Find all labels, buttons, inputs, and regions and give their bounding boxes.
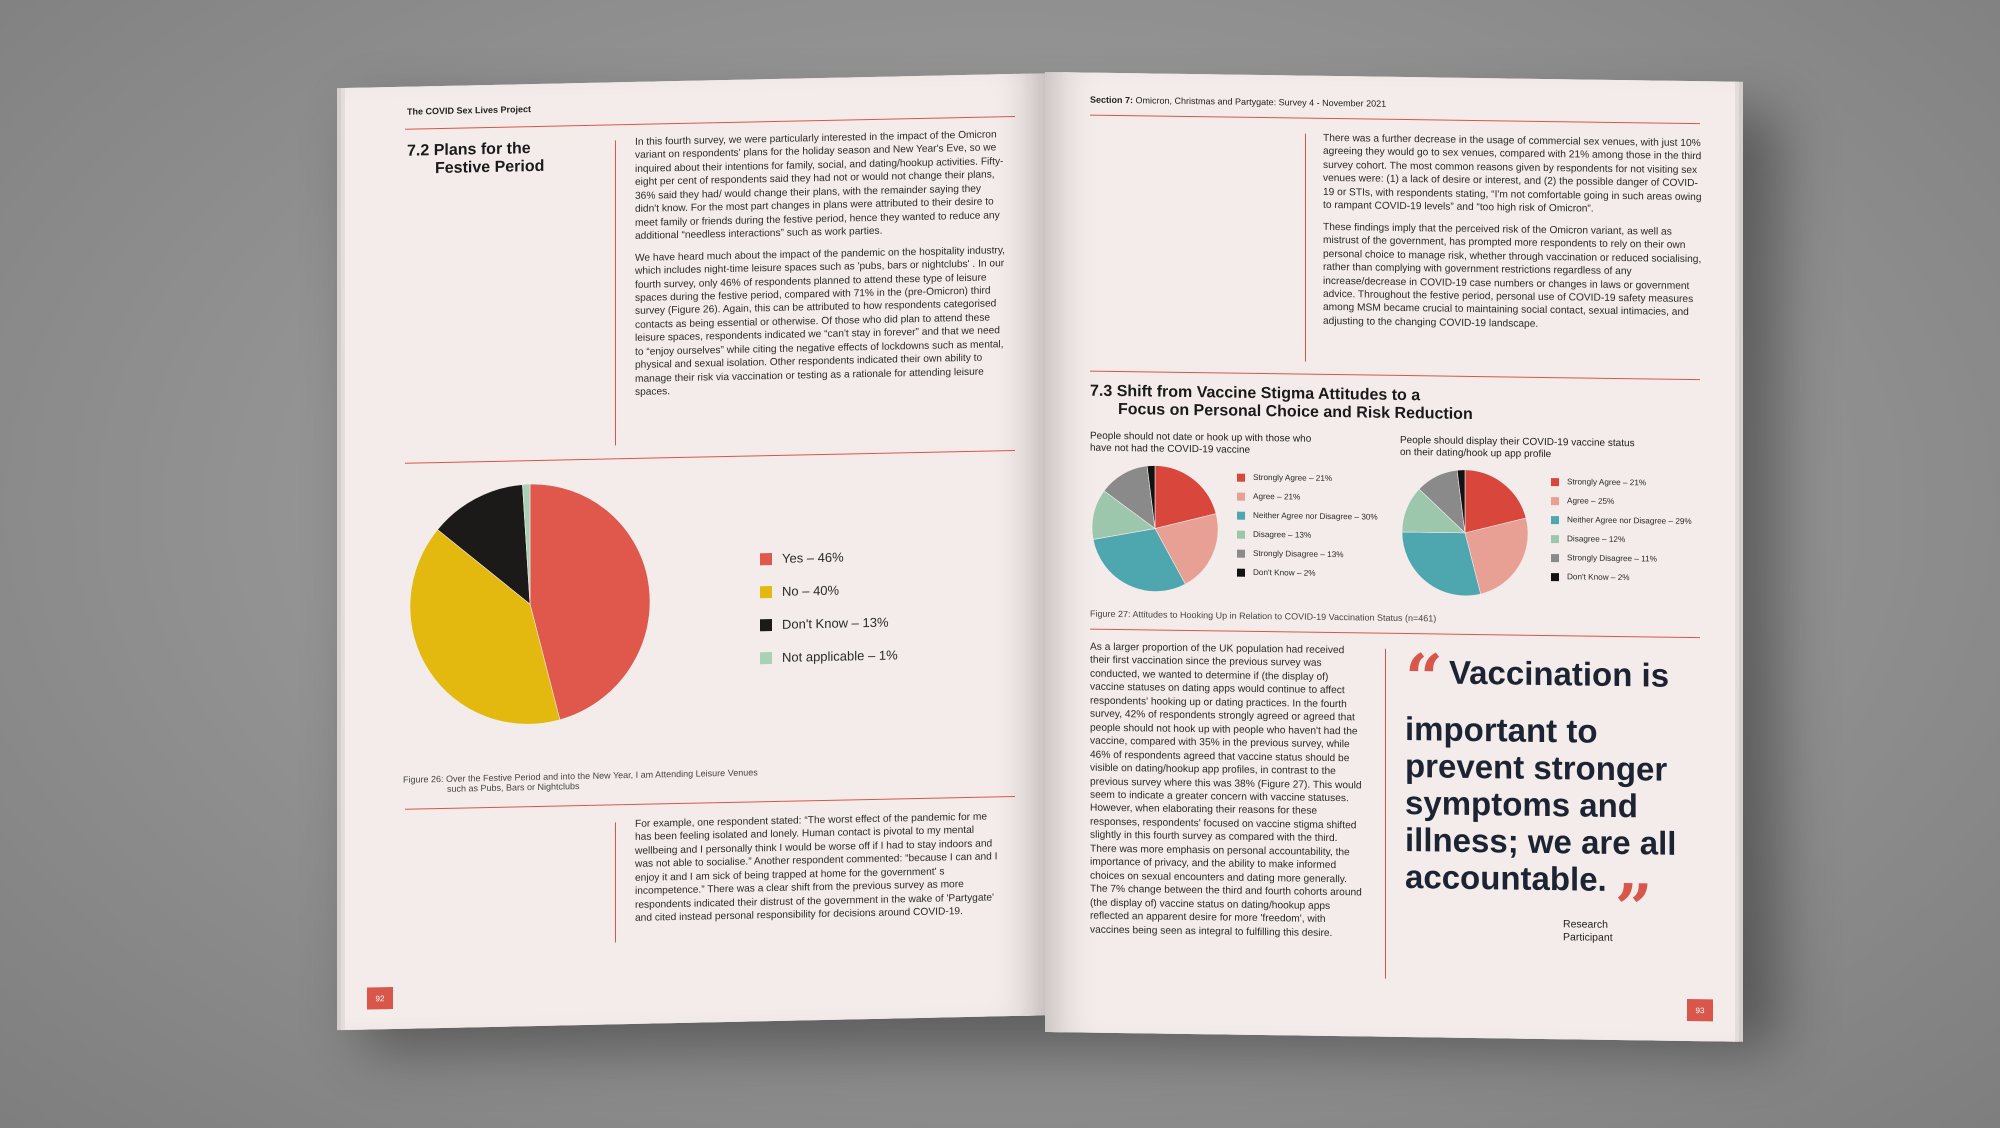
section-title-line2: Festive Period (435, 158, 545, 178)
figure26-caption (403, 767, 758, 794)
header-section: Section 7: (1090, 94, 1134, 106)
pieA-slices (1092, 465, 1218, 593)
legend-swatch (1551, 554, 1559, 562)
legend-swatch (1551, 573, 1559, 581)
legend-item (1551, 534, 1692, 545)
legend-label: Strongly Agree – 21% (1567, 477, 1647, 488)
running-header: The COVID Sex Lives Project (407, 104, 532, 117)
column-rule (615, 822, 616, 942)
legend-item (1237, 511, 1378, 522)
legend-swatch (1237, 473, 1245, 481)
legend-label: Don't Know – 13% (782, 614, 889, 632)
legend-swatch (1237, 492, 1245, 500)
legend-swatch (1237, 549, 1245, 557)
header-rule (1090, 115, 1700, 125)
running-header (1090, 95, 1386, 109)
left-page (345, 73, 1045, 1030)
legend-swatch (760, 586, 772, 598)
legend-label: Yes – 46% (782, 549, 844, 566)
chart-a-pie (1090, 463, 1220, 595)
bottom-text (1090, 641, 1365, 949)
legend-item-no (760, 581, 898, 599)
caption-line1: Figure 26: Over the Festive Period and into the New Year, I am Attending Leisure Venues (403, 767, 758, 785)
legend-label: Disagree – 13% (1253, 529, 1312, 540)
section-title (1090, 383, 1473, 425)
pieB-slices (1402, 469, 1528, 597)
chart-a-title: People should not date or hook up with those who have not had the COVID-19 vaccine (1090, 430, 1312, 456)
legend-item-dont-know (760, 614, 898, 632)
figure27-caption: Figure 27: Attitudes to Hooking Up in Relation to COVID-19 Vaccination Status (n=461) (1090, 608, 1437, 624)
quote-body (1405, 639, 1705, 948)
column-rule (1385, 649, 1386, 979)
section-rule (1090, 629, 1700, 639)
paragraph: There was a further decrease in the usage of commercial sex venues, with just 10% agreeing they would go to sex venues, compared with 21% among those in the third survey cohort. The most common reasons given by respondents for not visiting sex venues were: (1) a lack of desire or interest, and (2) the possible danger of COVID-19 or STIs, with respondents stating, “I'm not comfortable going in such areas owing to rampant COVID-19 levels” and “too high risk of Omicron”. (1323, 132, 1702, 215)
legend-item (1237, 492, 1378, 503)
legend-item (1551, 553, 1692, 564)
section-number: 7.2 (407, 142, 430, 160)
legend-swatch (1551, 535, 1559, 543)
header-title: Omicron, Christmas and Partygate: Survey 4 - November 2021 (1135, 95, 1387, 109)
chart-b-title: People should display their COVID-19 vaccine status on their dating/hook up app profile (1400, 434, 1635, 461)
legend-swatch (760, 652, 772, 664)
legend-swatch (1551, 497, 1559, 505)
intro-text (635, 128, 1005, 407)
legend-item (1237, 568, 1378, 579)
section-rule (1090, 371, 1700, 381)
figure26-pie-chart (405, 480, 725, 757)
legend-label: Neither Agree nor Disagree – 29% (1567, 515, 1692, 527)
legend-swatch (760, 619, 772, 631)
figure26-legend (760, 548, 898, 683)
right-page (1045, 72, 1735, 1042)
open-quote-mark: “ (1405, 639, 1443, 718)
page-number: 92 (367, 987, 393, 1010)
legend-label: Not applicable – 1% (782, 647, 898, 665)
legend-label: Neither Agree nor Disagree – 30% (1253, 510, 1378, 522)
legend-label: No – 40% (782, 582, 840, 599)
bottom-text (635, 810, 1005, 933)
legend-label: Agree – 21% (1253, 491, 1301, 502)
pie26-slices (410, 482, 650, 727)
legend-swatch (760, 553, 772, 565)
legend-label: Don't Know – 2% (1567, 572, 1630, 583)
legend-item (1551, 572, 1692, 583)
section-number: 7.3 (1090, 382, 1113, 400)
legend-item-yes (760, 548, 898, 566)
legend-swatch (1551, 516, 1559, 524)
legend-label: Disagree – 12% (1567, 534, 1626, 545)
legend-label: Strongly Disagree – 13% (1253, 548, 1344, 560)
legend-label: Don't Know – 2% (1253, 567, 1316, 578)
attribution-line2: Participant (1563, 931, 1613, 945)
section-rule (405, 450, 1015, 464)
paragraph: In this fourth survey, we were particularly interested in the impact of the Omicron variant on respondents' plans for the holiday season and New Year's Eve, so we inquired about their intentions for family, social, and dating/hookup activities. Fifty-eight per cent of respondents said they had not or would not change their plans, 36% said they had/ would change their plans, with the remainder saying they didn't know. For the most part changes in plans were attributed to their desire to meet family or friends during the festive period, hence they wanted to reduce any additional “needless interactions” such as work parties. (635, 129, 1004, 243)
legend-item (1237, 530, 1378, 541)
attribution-line1: Research (1563, 918, 1608, 931)
section-title-line1: Plans for the (433, 140, 531, 160)
legend-item (1551, 515, 1692, 526)
chart-b-pie (1400, 467, 1530, 599)
page-number: 93 (1687, 999, 1713, 1021)
legend-item-not-applicable (760, 647, 898, 665)
legend-label: Strongly Disagree – 11% (1567, 553, 1657, 564)
close-quote-mark: ” (1614, 868, 1653, 948)
legend-swatch (1237, 568, 1245, 576)
caption-line2: such as Pubs, Bars or Nightclubs (447, 781, 580, 794)
column-rule (1305, 134, 1306, 362)
legend-swatch (1237, 530, 1245, 538)
header-rule (405, 116, 1015, 130)
chart-a-legend (1237, 473, 1378, 589)
section-title-line1: Shift from Vaccine Stigma Attitudes to a (1116, 383, 1421, 405)
quote-text: Vaccination is important to prevent stronger symptoms and illness; we are all accountable. (1405, 653, 1677, 898)
paragraph: We have heard much about the impact of the pandemic on the hospitality industry, which includes night-time leisure spaces such as 'pubs, bars or nightclubs' . In our fourth survey, only 46% of respondents planned to attend these type of leisure spaces during the festive period, compared with 71% in the (pre-Omicron) third survey (Figure 26). Again, this can be attributed to how respondents categorised contacts as being essential or otherwise. Of those who did plan to attend these leisure spaces, respondents indicated we “can't stay in forever” and that we need to “enjoy ourselves” while citing the negative effects of lockdowns such as mental, physical and sexual isolation. Other respondents indicated their own ability to manage their risk via vaccination or testing as a rationale for attending leisure spaces. (635, 244, 1005, 399)
chart-b-legend (1551, 477, 1692, 593)
pull-quote (1405, 639, 1705, 948)
section-title-line2: Focus on Personal Choice and Risk Reduction (1118, 401, 1473, 424)
paragraph: As a larger proportion of the UK population had received their first vaccination since the previous survey was conducted, we wanted to determine if (the display of) vaccine statuses on dating apps would continue to affect respondents' hooking up or dating practices. In the fourth survey, 42% of respondents strongly agreed or agreed that people should not hook up with people who haven't had the vaccine, compared with 35% in the previous survey, while 46% of respondents agreed that vaccine status should be visible on dating/hookup app profiles, in contrast to the previous survey where this was 38% (Figure 27). This would seem to indicate a greater concern with vaccine statuses. However, when elaborating their reasons for these responses, respondents' focused on vaccine stigma shifted slightly in this fourth survey as compared with the third. There was more emphasis on personal accountability, the importance of privacy, and the ability to make informed choices on sexual encounters and dating more generally. The 7% change between the third and fourth cohorts around (the display of) vaccine status on dating/hookup apps reflected an apparent desire for more 'freedom', with vaccines being seen as integral to fulfilling this desire. (1090, 641, 1362, 939)
intro-text (1323, 132, 1703, 342)
paragraph: These findings imply that the perceived risk of the Omicron variant, as well as mistrust of the government, has prompted more respondents to rely on their own personal choice to manage risk, whether through vaccination or reduced socialising, rather than complying with government restrictions regardless of any increase/decrease in COVID-19 case numbers or changes in laws or government advice. Throughout the festive period, personal use of COVID-19 safety measures among MSM became crucial to maintaining social contact, sexual intimacies, and adjusting to the changing COVID-19 landscape. (1323, 221, 1702, 330)
legend-item (1237, 473, 1378, 484)
legend-item (1551, 477, 1692, 488)
legend-item (1551, 496, 1692, 507)
legend-item (1237, 549, 1378, 560)
paragraph: For example, one respondent stated: “The worst effect of the pandemic for me has been feeling isolated and lonely. Human contact is pivotal to my mental wellbeing and I personally think I would be worse off if I had to stay indoors and was not able to socialise.” Another respondent commented: “because I can and I enjoy it and I am sick of being trapped at home for the government' s incompetence.” There was a clear shift from the previous survey as more respondents indicated their distrust of the government in the wake of 'Partygate' and cited instead personal responsibility for decisions around COVID-19. (635, 811, 998, 925)
legend-swatch (1551, 478, 1559, 486)
legend-label: Strongly Agree – 21% (1253, 472, 1333, 484)
section-title (407, 140, 544, 180)
legend-label: Agree – 25% (1567, 496, 1615, 506)
column-rule (615, 140, 616, 445)
section-rule (405, 796, 1015, 810)
legend-swatch (1237, 511, 1245, 519)
